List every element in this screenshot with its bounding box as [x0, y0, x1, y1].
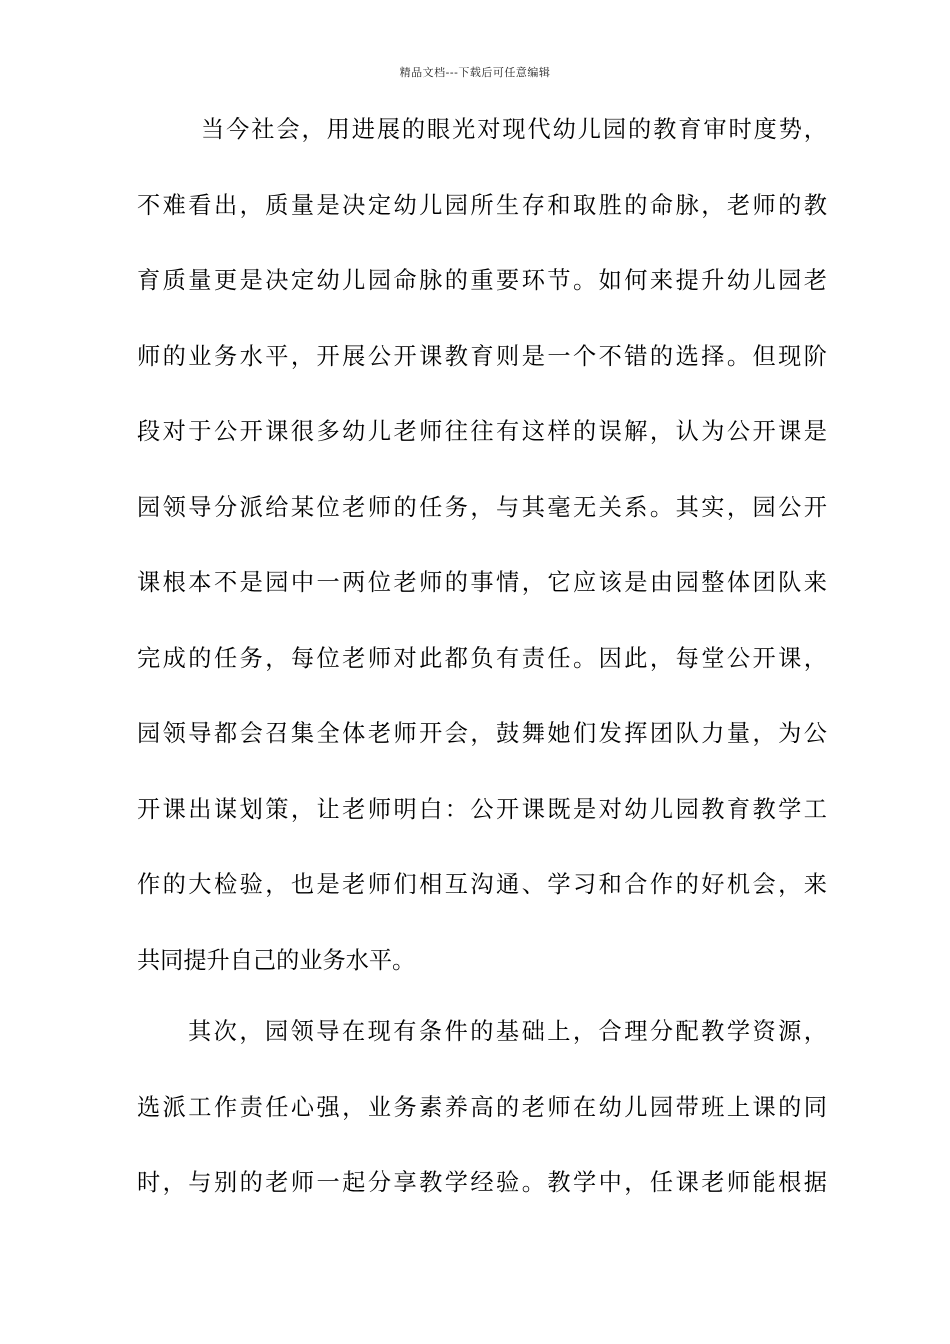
paragraph-1	[137, 92, 827, 998]
text-line: 段对于公开课很多幼儿老师往往有这样的误解，认为公开课是	[137, 418, 827, 445]
text-line: 时，与别的老师一起分享教学经验。教学中，任课老师能根据	[137, 1169, 827, 1196]
text-line: 其次，园领导在现有条件的基础上，合理分配教学资源，	[188, 1018, 827, 1045]
text-line: 不难看出，质量是决定幼儿园所生存和取胜的命脉，老师的教	[137, 191, 827, 219]
text-line: 共同提升自己的业务水平。	[137, 946, 416, 974]
text-line: 开课出谋划策，让老师明白：公开课既是对幼儿园教育教学工	[137, 795, 827, 823]
page-header: 精品文档---下载后可任意编辑	[399, 66, 551, 79]
text-line: 完成的任务，每位老师对此都负有责任。因此，每堂公开课，	[137, 644, 827, 672]
text-line: 课根本不是园中一两位老师的事情，它应该是由园整体团队来	[137, 569, 827, 596]
text-line: 园领导都会召集全体老师开会，鼓舞她们发挥团队力量，为公	[137, 720, 827, 747]
text-line: 选派工作责任心强，业务素养高的老师在幼儿园带班上课的同	[137, 1093, 827, 1121]
paragraph-2	[137, 994, 827, 1221]
text-line: 园领导分派给某位老师的任务，与其毫无关系。其实，园公开	[137, 493, 827, 521]
text-line: 作的大检验，也是老师们相互沟通、学习和合作的好机会，来	[137, 871, 827, 898]
text-line: 师的业务水平，开展公开课教育则是一个不错的选择。但现阶	[137, 342, 827, 370]
text-line: 当今社会，用进展的眼光对现代幼儿园的教育审时度势，	[201, 116, 827, 143]
text-line: 育质量更是决定幼儿园命脉的重要环节。如何来提升幼儿园老	[137, 267, 827, 294]
